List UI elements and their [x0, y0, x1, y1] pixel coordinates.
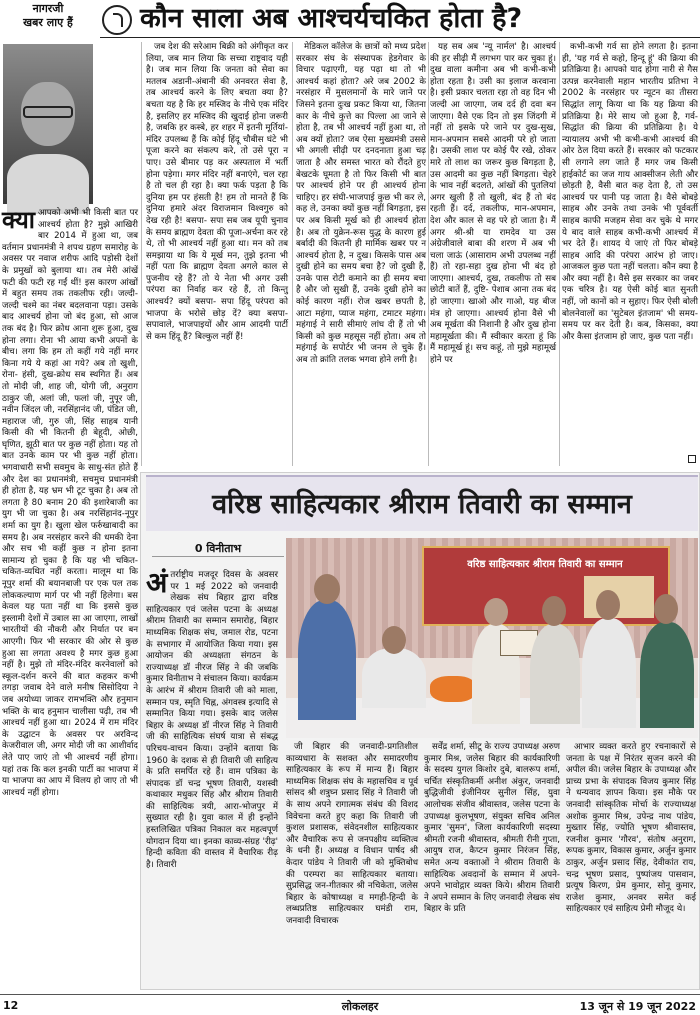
article2-col4-text: आभार व्यक्त करते हुए रचनाकारों से जनता के पक्ष में निरंतर सृजन करने की अपील की। जलेस बिहार के उपाध्यक्ष और प्राच्य प्रभा के संपादक विजय कुमार सिंह ने धन्यवाद ज्ञापन किया। इस मौके पर जनवादी सांस्कृतिक मोर्चा के राज्याध्यक्ष अशोक कुमार मिश्र, उपेन्द्र नाथ पांडेय, मुख्तार सिंह, ज्योति भूषण श्रीवास्तव, रजनीश कुमार 'गौरव', संतोष अनुराग, रूपक कुमार, विकास कुमार, अर्जुन कुमार ठाकुर, अर्जुन प्रसाद सिंह, देवीकांत राय, चन्द्र भूषण प्रसाद, पुष्पांजय पासवान, प्रत्यूष किरण, प्रेम कुमार, सोनू कुमार, राजेश कुमार, अनवर समेत कई साहित्यकार एवं साहित्य प्रेमी मौजूद थे। [566, 742, 696, 915]
article2-column-3 [424, 742, 560, 982]
column-divider [428, 42, 429, 466]
article2-col3-text: सर्वेंद्र शर्मा, सीटू के राज्य उपाध्यक्ष अरुण कुमार मिश्र, जलेस बिहार की कार्यकारिणी के सदस्य युगल किशोर दुबे, बालरूप शर्मा, चर्चित संस्कृतिकर्मी अनीश अंकुर, जनवादी बुद्धिजीवी इंजीनियर सुनील सिंह, युवा आलोचक संजीव श्रीवास्तव, जलेस पटना के उपाध्यक्ष कुलभूषण, संयुक्त सचिव अनिल कुमार 'सुमन', जिला कार्यकारिणी सदस्या श्रीमती रजनी श्रीवास्तव, श्रीमती रीनी गुप्ता, आयुष राज, कैप्टन कुमार निरंजन सिंह, समेत अन्य वक्ताओं ने श्रीराम तिवारी के साहित्यिक अवदानों के सम्मान में अपने-अपने भावोद्गार व्यक्त किये। श्रीराम तिवारी ने अपने सम्मान के लिए जनवादी लेखक संघ बिहार के प्रति [424, 742, 560, 915]
person-standing [582, 618, 636, 728]
column-divider [292, 42, 293, 466]
person-head [314, 574, 340, 604]
person-head [484, 598, 508, 626]
column-author-name: नागरजी [32, 2, 64, 15]
end-mark-icon [688, 455, 696, 463]
column-header [0, 0, 96, 40]
person-standing-right [640, 622, 694, 728]
column-divider [141, 42, 142, 466]
article2-col2-text: जी बिहार की जनवादी-प्रगतिशील काव्यधारा के सशक्त और समादरणीय साहित्यकार के रूप में मान्य हैं। बिहार माध्यमिक शिक्षक संघ के महासचिव व पूर्व सांसद श्री शत्रुघ्न प्रसाद सिंह ने तिवारी जी के साथ अपने रागात्मक संबंध की विशद विवेचना करते हुए कहा कि तिवारी जी कुशल प्रशासक, संवेदनशील साहित्यकार और वैचारिक रूप से जनपक्षीय व्यक्तित्व के धनी हैं। अध्यक्ष व विधान पार्षद श्री केदार पांडेय ने तिवारी जी को मुक्तिबोध की परम्परा का साहित्यकार बताया। सुप्रसिद्ध जन-गीतकार श्री नचिकेता, जलेस बिहार के कोषाध्यक्ष व मगही-हिन्दी के लब्धप्रतिष्ठ साहित्यकार घमंडी राम, जनवादी विचारक [286, 742, 418, 926]
event-photo [286, 538, 698, 738]
person-standing-left [298, 600, 356, 720]
article1-col3-text: मेडिकल कॉलेज के छात्रों को मध्य प्रदेश सरकार संघ के संस्थापक हेडगेवार के विचार पढ़ाएगी, यह पढ़ा था तो भी आश्चर्य कहां होता? अरे जब 2002 के नरसंहार में मुसलमानों के मारे जाने पर जिसने इतना दुःख प्रकट किया था, जितना कार के नीचे कुत्ते का पिल्ला आ जाने से होता है, तब भी आश्चर्य नहीं हुआ था, तो अब क्यों होता? जब ऐसा मुख्यमंत्री उससे भी अगली सीढ़ी पर दनदनाता हुआ चढ़ जाता है और समस्त भारत को रौंदते हुए बेखटके घूमता है तो फिर किसी भी बात पर आश्चर्य होने पर ही आश्चर्य होना चाहिए। हर संघी-भाजपाई कुछ भी कर ले, कह ले, उनका क्यों कुछ नहीं बिगड़ता, इस पर अब किसी मूर्ख को ही आश्चर्य होता है। अब तो युक्रेन-रूस युद्ध के कारण हुई बर्बादी की कितनी ही मार्मिक खबर पर न आश्चर्य होता है, न दुख। किसके पास अब दुखी होने का समय बचा है? जो दुखी हैं, उनके पास रोटी कमाने का ही समय बचा है और जो सुखी हैं, उनके दुखी होने का कोई कारण नहीं। रोज खबर छपती है, आटा महंगा, प्याज महंगा, टमाटर महंगा। महंगाई ने सारी सीमाएं लांघ दी हैं तो भी किसी को कुछ महसूस नहीं होता। अब तो महंगाई के सपोर्टर भी जनम ले चुके हैं। अब तो क्रांति तलक भगवा होने लगी है। [296, 42, 426, 366]
person-head [596, 590, 620, 620]
article1-column-1 [2, 206, 138, 798]
stage-banner-text: वरिष्ठ साहित्यकार श्रीराम तिवारी का सम्मान [467, 559, 623, 570]
page-footer [0, 994, 700, 1015]
publication-name: लोकलहर [341, 1000, 379, 1013]
author-glasses [23, 106, 73, 118]
headline: कौन साला अब आश्चर्यचकित होता है? [140, 3, 523, 34]
article1-col1-text: आपको अभी भी किसी बात पर आश्चर्य होता है? मुझे आखिरी बार 2014 में हुआ था, जब वर्तमान प्रधानमंत्री ने शपथ ग्रहण समारोह के अवसर पर नवाज शरीफ आदि पड़ोसी देशों के प्रमुखों को बुलाया था। तब मेरी आंखें फटी की फटी रह गईं थीं! इस कारण आंखों में बहुत समय तक तकलीफ रही। जल्दी-जल्दी चश्मे का नंबर बदलवाना पड़ा। उसके बाद आश्चर्य होना जो बंद हुआ, सो आज तक बंद है। फिर क्रोध आना शुरू हुआ, दुख होना लगा। रोना भी आया कभी अपनों के बीच। लगा कि हम तो कहीं गये नहीं मगर किना गये ये कहां आ गये? अब तो खुशी, रोना- हंसी, दुख-क्रोध सब स्थगित हैं। अब तो मोदी जी, शाह जी, योगी जी, अनुराग ठाकुर जी, अलां जी, फलां जी, नुपूर जी, नवीन जिंदल जी, नरसिंहानंद जी, पंडित जी, महाराज जी, गुरु जी, सिंह साहब यानी किसी की भी कितनी ही बेहूदी, ओछी, घृणित, झूठी बात पर कुछ नहीं होता। यह तो बात उनके काम पर भी कुछ नहीं होता। भगवाधारी सभी सवमुच के साधु-संत होते हैं और देश का प्रधानमंत्री, सचमुच प्रधानमंत्री ही होता है, यह भ्रम भी टूट चुका है। अब तो लगता है 80 बनाम 20 की इशारेबाजी का युग भी जा चुका है। अब नरसिंहानंद-नूपुर शर्मा का युग है। खुला खेल फर्रुखाबादी का समय है। अब नरसंहार करने की धमकी देना और सच भी कहीं कुछ न होना इतना सामान्य हो चुका है कि यह भी चकित-चकित-व्यथित नहीं करता। मालूम था कि नूपुर शर्मा की बयानबाजी पर एक पल तक लोककल्याण मार्ग पर भी नहीं हिलेगा। बस केवल यह पता नहीं था कि इससे कुछ इस्लामी देशों में उबाल सा आ जाएगा, लाखों भारतीयों की नौकरी और निर्यात पर बन आएगी। फिर भी सरकार की ओर से कुछ हुआ सा लगता अवश्य है मगर कुछ हुआ नहीं है। मुझे तो मंदिर-मंदिर करनेवालों को स्कूल-दर्शन करने की बात कहकर कभी तगड़ा जवाब देने वाले मनीष सिसोदिया ने जब अयोध्या जाकर रामभक्ति और हनुमान भक्ति के बाद हनुमान चालीसा पढ़ी, तब भी आश्चर्य नहीं हुआ था। 2024 में राम मंदिर के उद्घाटन के अवसर पर अरविन्द केजरीवाल जी, अगर मोदी जी का आशीर्वाद लेते पाए जाएं तो भी आश्चर्य नहीं होगा। यहां तक कि कल इनकी पार्टी का भाजपा में या भाजपा का आप में विलय हो जाए तो भी आश्चर्य नहीं होगा। [2, 208, 138, 798]
issue-date: 13 जून से 19 जून 2022 [579, 1000, 696, 1013]
banner-portrait [584, 576, 654, 618]
article2-column-2 [286, 742, 418, 982]
person-standing [530, 624, 580, 724]
article2-title-band [146, 475, 698, 531]
person-head [542, 596, 566, 626]
article2-dropcap: अं [146, 566, 168, 599]
article1-col5-text: कभी-कभी गर्व सा होने लगता है। इतना ही, 'यह गर्व से कहो, हिन्दू हूं' की क्रिया की प्रतिक्रिया है। आपको याद होगा नारी से गैस उत्पन्न करनेवाली महान भारतीय प्रतिभा ने 2002 के नरसंहार पर न्यूटन का तीसरा सिद्धांत लागू किया था कि यह क्रिया की प्रतिक्रिया है। मेरे साथ जो हुआ है, गर्व-सिद्धांत की क्रिया की प्रतिक्रिया है। ये न्यायालय अभी भी कभी-कभी आश्चर्य की ओर ठेल दिया करते हैं। सरकार को फटकार सी लगाने लग जाते हैं मगर जब किसी हाईकोर्ट का जज गाय आक्सीजन लेती और छोड़ती है, वैसी बात कह देता है, तो उस आश्चर्य पर पानी पड़ जाता है। वैसे बोबड़े साहब और उनके तथा उनके भी पूर्ववर्ती साहब काफी मजहम सेवा कर चुके थे मगर ये बाद वाले साहब कभी-कभी आश्चर्य में भर देते हैं। शायद ये जाएं तो फिर बोबड़े साहब आदि की परंपरा आरंभ हो जाए। आजकल कुछ पता नहीं चलता। कौन क्या है और क्या नहीं है। वैसे इस सरकार का जबर एक चरित्र है। यह ऐसी कोई बात सुनती नहीं, जो कानों को न सुहाए। फिर ऐसी बोली बोलनेवालों का 'सुटेबल इंतजाम' भी समय-समय पर कर देती है। कब, किसका, क्या और कैसा इंतजाम हो जाए, कुछ पता नहीं। [562, 42, 698, 342]
article2-col1-text: तर्राष्ट्रीय मजदूर दिवस के अवसर पर 1 मई 2022 को जनवादी लेखक संघ बिहार द्वारा वरिष्ठ साहित्यकार एवं जलेस पटना के अध्यक्ष श्रीराम तिवारी का सम्मान समारोह, बिहार माध्यमिक शिक्षक संघ, जमाल रोड, पटना के सभागार में आयोजित किया गया। इस आयोजन की अध्यक्षता संगठन के राज्याध्यक्ष डॉ नीरज सिंह ने की जबकि कुमार विनीताभ ने संचालन किया। कार्यक्रम के आरंभ में श्रीराम तिवारी जी को माला, सम्मान पत्र, स्मृति चिह्न, अंगवस्त्र इत्यादि से सम्मानित किया गया। इसके बाद जलेस बिहार के अध्यक्ष डॉ नीरज सिंह ने तिवारी जी की साहित्यिक संघर्ष यात्रा से संबद्ध परिचय-वाचन किया। उन्होंने बताया कि 1960 के दशक से ही तिवारी जी साहित्य के प्रति समर्पित रहे हैं। वाम पत्रिका के संपादक डॉ चन्द्र भूषण तिवारी, यशस्वी कथाकार मधुकर सिंह और श्रीराम तिवारी की साहित्यिक त्रयी, आरा-भोजपुर में सुख्यात रही है। युवा काल में ही इन्होंने हस्तलिखित पत्रिका निकाल कर महत्वपूर्ण योगदान दिया था। इनका काव्य-संग्रह 'रीढ़' हिन्दी कविता की वास्तव में वैचारिक रीढ़ है। तिवारी [146, 570, 279, 870]
article1-dropcap: क्या [2, 206, 35, 234]
person-head [654, 594, 678, 624]
author-photo [3, 44, 93, 204]
article2-column-1 [146, 566, 279, 982]
article1-col4-text: यह सब अब 'न्यू नार्मल' है। आश्चर्य की हर सीढ़ी मैं लगभग पार कर चुका हूं। दुख वाला कमीना अब भी कभी-कभी होता रहता है। उसी का इलाज करवाना है। इसी प्रकार चलता रहा तो वह दिन भी जल्दी आ जाएगा, जब दर्द ही दवा बन जाएगा। वैसे एक दिन तो इस जिंदगी में नहीं तो इसके परे जाने पर दुख-सुख, मान-अपमान सबसे आदमी परे हो जाता है। उसकी लाश पर कोई पैर रखे, ठोकर मारे तो लाश का जरूर कुछ बिगड़ता है, उस आदमी का कुछ नहीं बिगड़ता। चेहरे के भाव नहीं बदलते, आंखों की पुतलियां अगर खुली हैं तो खुली, बंद हैं तो बंद रहती हैं। दर्द, तकलीफ, मान-अपमान, देश और काल से वह परे हो जाता है। मैं अगर श्री-श्री या रामदेव या उस अंग्रेजीवाले बाबा की शरण में अब भी चला जाऊं (आसाराम अभी उपलब्ध नहीं हैं) तो रहा-सहा दुख होना भी बंद हो जाएगा। आश्चर्य, दुख, तकलीफ तो सब छोटी बातें हैं, दुष्टि- पेशाब आना तक बंद हो जाएगा। खाओ और गाओ, यह बीज मंत्र हो जाएगा। आश्चर्य होना वैसे भी अब मूर्खता की निशानी है और दुख होना महामूर्खता की। मैं स्वीकार करता हूं कि मैं महामूर्ख हूं। सच कहूं, तो मुझे महामूर्ख होने पर [430, 42, 556, 366]
question-mark-icon [102, 5, 132, 35]
article1-column-5 [562, 42, 698, 466]
article1-column-4 [430, 42, 556, 466]
flower-bouquet [430, 676, 476, 702]
article2-title: वरिष्ठ साहित्यकार श्रीराम तिवारी का सम्मान [212, 489, 632, 520]
column-tagline: खबर लाए हैं [23, 16, 73, 29]
page-number: 12 [3, 999, 19, 1012]
person-head [382, 626, 406, 654]
person-seated [362, 648, 426, 708]
article1-column-2 [146, 42, 288, 466]
article2-column-4 [566, 742, 696, 982]
article1-col2-text: जब देश की सरेआम बिक्री को अंगीकृत कर लिया, जब मान लिया कि सच्चा राष्ट्रवाद यही है। जब मान लिया कि जनता को सेवा का मतलब अडानी-अंबानी की अनवरत सेवा है, तब आश्चर्य करने के लिए बचता क्या है? बचता यह है कि हर मस्जिद के नीचे एक मंदिर है, इसलिए हर मस्जिद की खुदाई होना जरूरी है, जबकि हर कस्बे, हर शहर में इतनी मूर्तियां-मंदिर उपलब्ध हैं कि कोई हिंदू चौबीस घंटे भी पूजा करने का संकल्प करे, तो उसे पूरा न पाए। उसे बीमार पड़ कर अस्पताल में भर्ती होना पड़ेगा। मगर मंदिर नहीं बनाएंगे, चल रहा है तो चल ही रहा है। क्या फर्क पड़ता है कि दुनिया हम पर हंसती है! हम तो मानते हैं कि दुनिया हमारे अंदर विराजमान विश्वगुरु को देख रही है! बसपा- सपा सब जब यूपी चुनाव के समय ब्राह्मण देवता की पूजा-अर्चना कर रहे थे, तो भी आश्चर्य नहीं हुआ था। मन को तब समझाया था कि ये मूर्ख मन, तुझे इतना भी नहीं पता कि ब्राह्मण देवता अगले काल से पुजनीय रहे हैं? तो ये नेता भी अगर उसी परंपरा का निर्वाह कर रहे हैं, तो किन्तु आश्चर्य? क्यों बसपा- सपा हिंदू परंपरा को भाजपा के भरोसे छोड़ दें? क्या बसपा-सपावाले, भाजपाइयों और आम आदमी पार्टी से कम हिंदू हैं? बिल्कुल नहीं हैं! [146, 42, 288, 342]
headline-bar [100, 0, 700, 38]
article2-byline: 0 विनीताभ [152, 541, 284, 557]
column-divider [559, 42, 560, 466]
article1-column-3 [296, 42, 426, 466]
author-shirt [7, 154, 89, 214]
